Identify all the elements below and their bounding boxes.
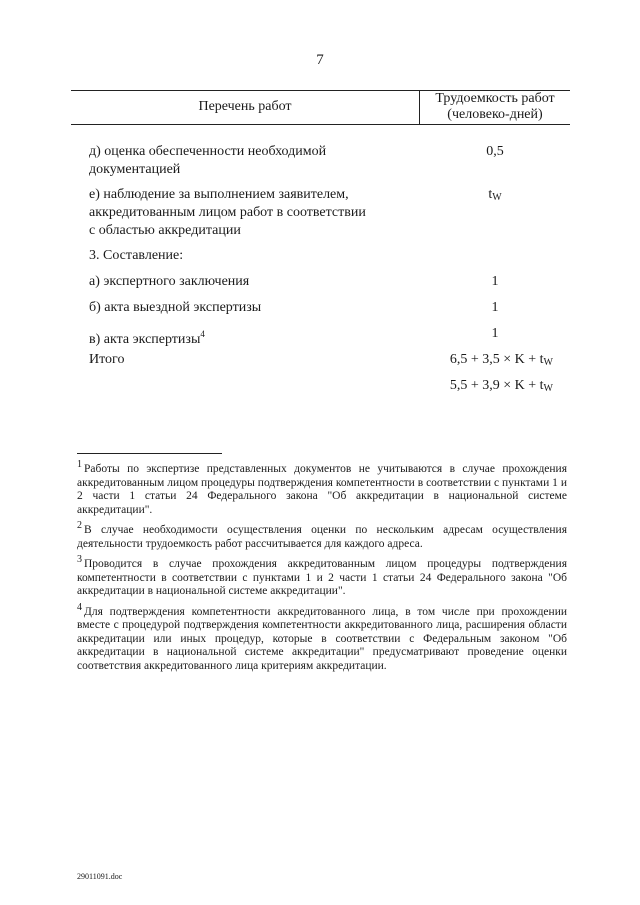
header-work-list: Перечень работ xyxy=(198,99,292,114)
footnote-4-text: Для подтверждения компетентности аккредитованного лица, в том числе при прохождении вместе с процедурой подтверждения компетентности аккредитованного лица, расширения области аккредитации или иных процедур, которые в соответствии с Федеральным законом "Об аккредитации в национальной системе аккредитации" предусматривают проведение оценки соответствия аккредитованного лица критериям аккредитации. xyxy=(77,605,567,672)
row-e-label-line3: с областью аккредитации xyxy=(89,223,241,238)
footnote-1-text: Работы по экспертизе представленных документов не учитываются в случае прохождения аккредитованным лицом процедуры подтверждения компетентности в соответствии с пунктами 1 и 2 части 1 статьи 24 Федерального закона "Об аккредитации в национальной системе аккредитации". xyxy=(77,463,567,516)
row-a-value: 1 xyxy=(491,274,499,289)
row-e-value-sub: W xyxy=(492,192,502,203)
row-v-footnote-mark: 4 xyxy=(200,329,205,339)
total-label: Итого xyxy=(89,352,125,367)
row-e-value xyxy=(420,186,570,207)
row-e-label-line2: аккредитованным лицом работ в соответствии xyxy=(89,205,366,220)
footnote-separator xyxy=(77,453,222,454)
header-labor-intensity xyxy=(420,91,570,123)
total-value-1 xyxy=(420,351,553,372)
total-value-2 xyxy=(420,377,553,398)
row-d-label-line2: документацией xyxy=(89,162,181,177)
row-v-value: 1 xyxy=(491,326,499,341)
footnote-1-mark: 1 xyxy=(77,459,82,470)
row-e-value-main: t xyxy=(488,187,493,202)
row-b-label: б) акта выездной экспертизы xyxy=(89,300,262,315)
section-3-label: 3. Составление: xyxy=(89,248,184,263)
row-b-value: 1 xyxy=(491,300,499,315)
row-v-label xyxy=(89,325,419,349)
total-value-2-sub: W xyxy=(543,383,553,394)
header-labor-intensity-line1: Трудоемкость работ xyxy=(435,91,555,106)
total-value-1-sub: W xyxy=(543,357,553,368)
footnote-2 xyxy=(77,519,567,551)
footnotes xyxy=(77,458,567,675)
footnote-2-mark: 2 xyxy=(77,520,82,531)
footnote-3-mark: 3 xyxy=(77,554,82,565)
table-header-rule xyxy=(71,124,570,125)
footnote-4-mark: 4 xyxy=(77,601,82,613)
footnote-1 xyxy=(77,458,567,517)
document-reference: 29011091.doc xyxy=(77,872,123,881)
row-e-label xyxy=(89,186,419,240)
row-d-label-line1: д) оценка обеспеченности необходимой xyxy=(89,144,327,159)
header-labor-intensity-line2: (человеко-дней) xyxy=(447,107,543,122)
total-value-1-main: 6,5 + 3,5 × K + t xyxy=(449,352,544,367)
row-e-label-line1: е) наблюдение за выполнением заявителем, xyxy=(89,187,349,202)
footnote-3-text: Проводится в случае прохождения аккредитованным лицом процедуры подтверждения компетентности в соответствии с пунктами 1 и 2 части 1 статьи 24 Федерального закона "Об аккредитации в национальной системе аккредитации". xyxy=(77,558,567,597)
footnote-4 xyxy=(77,601,567,674)
page-number: 7 xyxy=(316,52,324,68)
footnote-2-text: В случае необходимости осуществления оценки по нескольким адресам осуществления деятельности трудоемкость работ рассчитывается для каждого адреса. xyxy=(77,524,567,550)
row-d-value: 0,5 xyxy=(486,144,504,159)
row-d-label xyxy=(89,143,419,179)
row-v-label-text: в) акта экспертизы xyxy=(89,332,201,347)
footnote-3 xyxy=(77,553,567,599)
row-a-label: а) экспертного заключения xyxy=(89,274,250,289)
total-value-2-main: 5,5 + 3,9 × K + t xyxy=(449,378,544,393)
